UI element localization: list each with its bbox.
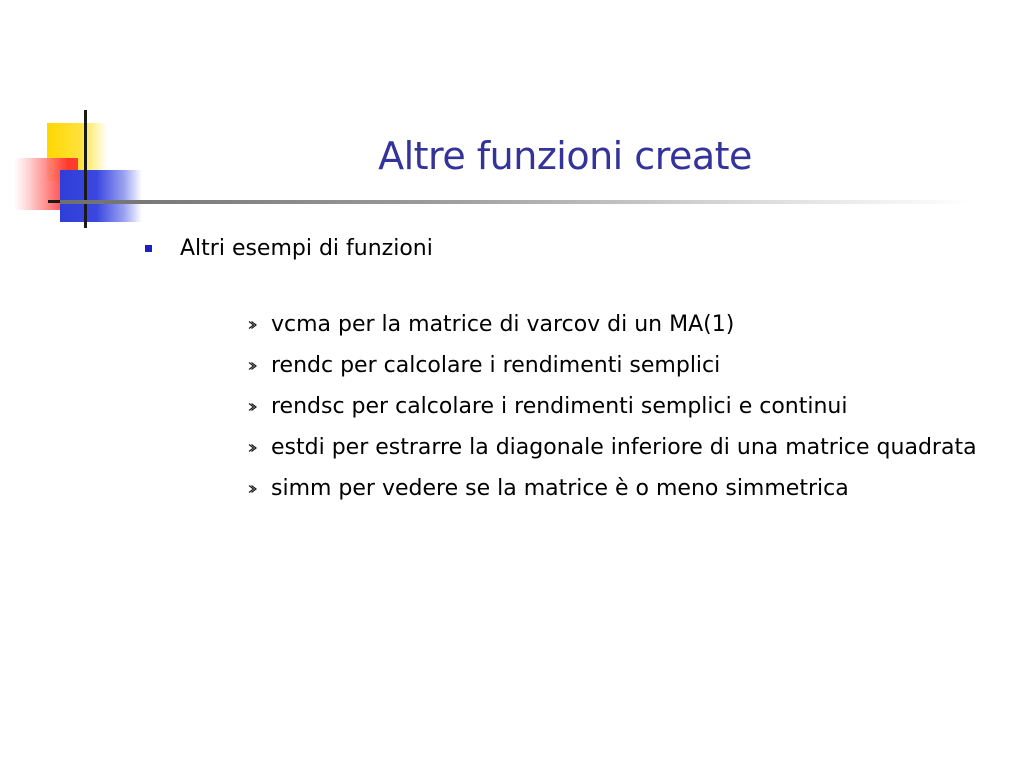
slide-title: Altre funzioni create — [378, 134, 752, 178]
list-item-text: rendsc per calcolare i rendimenti semplici e continui — [271, 394, 848, 419]
blue-square — [60, 170, 142, 222]
list-item — [245, 472, 985, 505]
list-item — [245, 349, 985, 382]
sub-bullet-list — [245, 308, 985, 513]
chevron-right-icon — [245, 349, 259, 382]
chevron-right-icon — [245, 472, 259, 505]
chevron-right-icon — [245, 390, 259, 423]
list-item-text: vcma per la matrice di varcov di un MA(1) — [271, 312, 735, 337]
list-item-text: rendc per calcolare i rendimenti semplici — [271, 353, 721, 378]
list-item-text: estdi per estrarre la diagonale inferiore di una matrice quadrata — [271, 435, 977, 460]
chevron-right-icon — [245, 431, 259, 464]
list-item — [245, 431, 985, 464]
list-item — [245, 308, 985, 341]
chevron-right-icon — [245, 308, 259, 341]
list-item-text: simm per vedere se la matrice è o meno simmetrica — [271, 476, 849, 501]
list-item — [245, 390, 985, 423]
bullet-item — [145, 236, 433, 261]
decorative-logo — [0, 0, 160, 240]
square-bullet-icon — [145, 245, 152, 252]
title-divider — [60, 200, 970, 204]
bullet-text: Altri esempi di funzioni — [180, 236, 433, 261]
vertical-line — [84, 110, 87, 228]
